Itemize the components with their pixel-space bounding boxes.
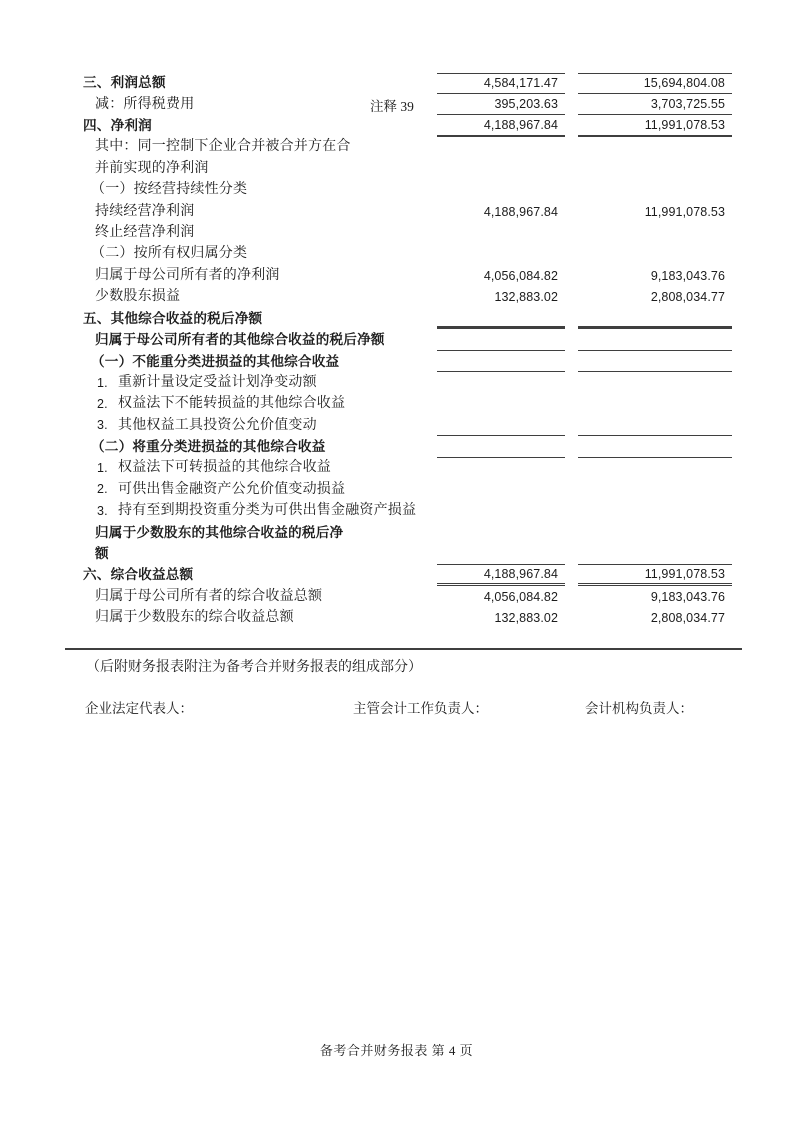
row-label: 1. 权益法下可转损益的其他综合收益 <box>97 460 331 476</box>
row-value-col1: 4,188,967.84 <box>437 115 565 136</box>
row-value-col1 <box>437 522 565 543</box>
row-value-col1: 132,883.02 <box>494 290 558 305</box>
row-label: 三、利润总额 <box>83 75 166 91</box>
row-value-col1 <box>437 308 565 329</box>
signature-row <box>0 697 793 715</box>
footer-divider-line <box>65 648 742 650</box>
statement-row <box>0 458 793 479</box>
income-statement-table <box>0 73 793 629</box>
row-item-number: 3. <box>97 503 108 518</box>
row-label: 持续经营净利润 <box>95 203 195 219</box>
statement-row <box>0 393 793 414</box>
row-item-number: 1. <box>97 461 108 476</box>
row-value-col2: 2,808,034.77 <box>650 611 725 626</box>
row-value-col1 <box>437 458 565 479</box>
row-value-col2 <box>578 351 732 372</box>
signature-accounting-head: 会计机构负责人： <box>585 701 693 716</box>
row-label: 其中：同一控制下企业合并被合并方在合 <box>95 139 351 155</box>
row-value-col2: 2,808,034.77 <box>650 290 725 305</box>
row-value-col2 <box>578 329 732 350</box>
row-value-col2 <box>578 500 732 521</box>
row-label: 2. 权益法下不能转损益的其他综合收益 <box>97 396 346 412</box>
statement-row <box>0 73 793 94</box>
row-label: 终止经营净利润 <box>95 225 195 241</box>
statement-row <box>0 244 793 265</box>
statement-row <box>0 479 793 500</box>
statement-row <box>0 351 793 372</box>
row-item-number: 2. <box>97 482 108 497</box>
row-value-col2 <box>578 393 732 414</box>
row-value-col1 <box>437 244 565 265</box>
row-label: （一）按经营持续性分类 <box>91 182 248 198</box>
statement-row <box>0 158 793 179</box>
row-value-col1 <box>437 180 565 201</box>
row-value-col2 <box>578 222 732 243</box>
row-label: （二）按所有权归属分类 <box>91 246 248 262</box>
row-value-col2 <box>578 158 732 179</box>
row-value-col2 <box>578 308 732 329</box>
statement-row <box>0 543 793 564</box>
row-value-col2: 15,694,804.08 <box>578 73 732 94</box>
statement-row <box>0 436 793 457</box>
row-value-col2 <box>578 543 732 564</box>
row-label: 归属于少数股东的其他综合收益的税后净 <box>95 524 344 540</box>
row-value-col2 <box>578 244 732 265</box>
row-value-col1 <box>437 137 565 158</box>
statement-row <box>0 115 793 136</box>
statement-row <box>0 180 793 201</box>
row-value-col1 <box>437 372 565 393</box>
row-value-col2: 11,991,078.53 <box>644 204 725 219</box>
row-value-col1: 4,188,967.84 <box>483 204 558 219</box>
row-label: （二）将重分类进损益的其他综合收益 <box>91 439 326 455</box>
signature-legal-representative: 企业法定代表人： <box>85 701 193 716</box>
row-value-col2: 9,183,043.76 <box>650 268 725 283</box>
statement-row <box>0 329 793 350</box>
row-value-col1: 4,056,084.82 <box>483 589 558 604</box>
statement-row <box>0 287 793 308</box>
row-value-col1 <box>437 479 565 500</box>
row-value-col2 <box>578 479 732 500</box>
row-value-col2 <box>578 180 732 201</box>
row-value-col1 <box>437 500 565 521</box>
row-value-col1 <box>437 329 565 350</box>
row-value-col1 <box>437 436 565 457</box>
row-item-number: 2. <box>97 396 108 411</box>
row-label: 归属于少数股东的综合收益总额 <box>95 610 294 626</box>
statement-row <box>0 137 793 158</box>
row-label: 五、其他综合收益的税后净额 <box>83 310 263 326</box>
row-value-col2 <box>578 522 732 543</box>
row-value-col2: 11,991,078.53 <box>578 565 732 586</box>
row-value-col2 <box>578 415 732 436</box>
row-value-col2 <box>578 436 732 457</box>
row-value-col2 <box>578 458 732 479</box>
row-label: 六、综合收益总额 <box>83 567 194 583</box>
statement-row <box>0 522 793 543</box>
row-label: 减：所得税费用 <box>95 96 195 112</box>
row-label: 归属于母公司所有者的其他综合收益的税后净额 <box>95 332 385 348</box>
statement-row <box>0 308 793 329</box>
row-value-col1: 4,584,171.47 <box>437 73 565 94</box>
row-label: 3. 其他权益工具投资公允价值变动 <box>97 417 317 433</box>
row-label: 3. 持有至到期投资重分类为可供出售金融资产损益 <box>97 503 417 519</box>
statement-row <box>0 586 793 607</box>
row-label: 2. 可供出售金融资产公允价值变动损益 <box>97 481 346 497</box>
row-value-col2: 11,991,078.53 <box>578 115 732 136</box>
row-value-col2: 9,183,043.76 <box>650 589 725 604</box>
statement-row <box>0 222 793 243</box>
row-label: 四、净利润 <box>83 118 152 134</box>
row-value-col1 <box>437 222 565 243</box>
statement-row <box>0 565 793 586</box>
row-item-number: 3. <box>97 418 108 433</box>
row-label: 归属于母公司所有者的综合收益总额 <box>95 588 323 604</box>
statement-row <box>0 201 793 222</box>
row-value-col1: 132,883.02 <box>494 611 558 626</box>
row-value-col1 <box>437 351 565 372</box>
page-footer: 备考合并财务报表 第 4 页 <box>319 1043 474 1058</box>
row-value-col2 <box>578 137 732 158</box>
appendix-note: （后附财务报表附注为备考合并财务报表的组成部分） <box>86 660 422 675</box>
row-value-col1 <box>437 415 565 436</box>
statement-row <box>0 607 793 628</box>
row-label: 并前实现的净利润 <box>95 160 209 176</box>
row-value-col1: 395,203.63 <box>437 94 565 115</box>
statement-row <box>0 94 793 115</box>
row-value-col1: 4,188,967.84 <box>437 565 565 586</box>
row-value-col1: 4,056,084.82 <box>483 268 558 283</box>
row-note-reference: 注释 39 <box>370 98 414 114</box>
row-value-col1 <box>437 543 565 564</box>
statement-row <box>0 415 793 436</box>
row-value-col1 <box>437 158 565 179</box>
row-value-col2: 3,703,725.55 <box>578 94 732 115</box>
statement-row <box>0 500 793 521</box>
row-label: （一）不能重分类进损益的其他综合收益 <box>91 353 340 369</box>
row-label: 归属于母公司所有者的净利润 <box>95 267 280 283</box>
row-label: 少数股东损益 <box>95 289 181 305</box>
row-item-number: 1. <box>97 375 108 390</box>
row-value-col1 <box>437 393 565 414</box>
row-label: 额 <box>95 546 109 562</box>
row-label: 1. 重新计量设定受益计划净变动额 <box>97 374 317 390</box>
signature-chief-accountant: 主管会计工作负责人： <box>353 701 488 716</box>
statement-row <box>0 372 793 393</box>
statement-row <box>0 265 793 286</box>
row-value-col2 <box>578 372 732 393</box>
